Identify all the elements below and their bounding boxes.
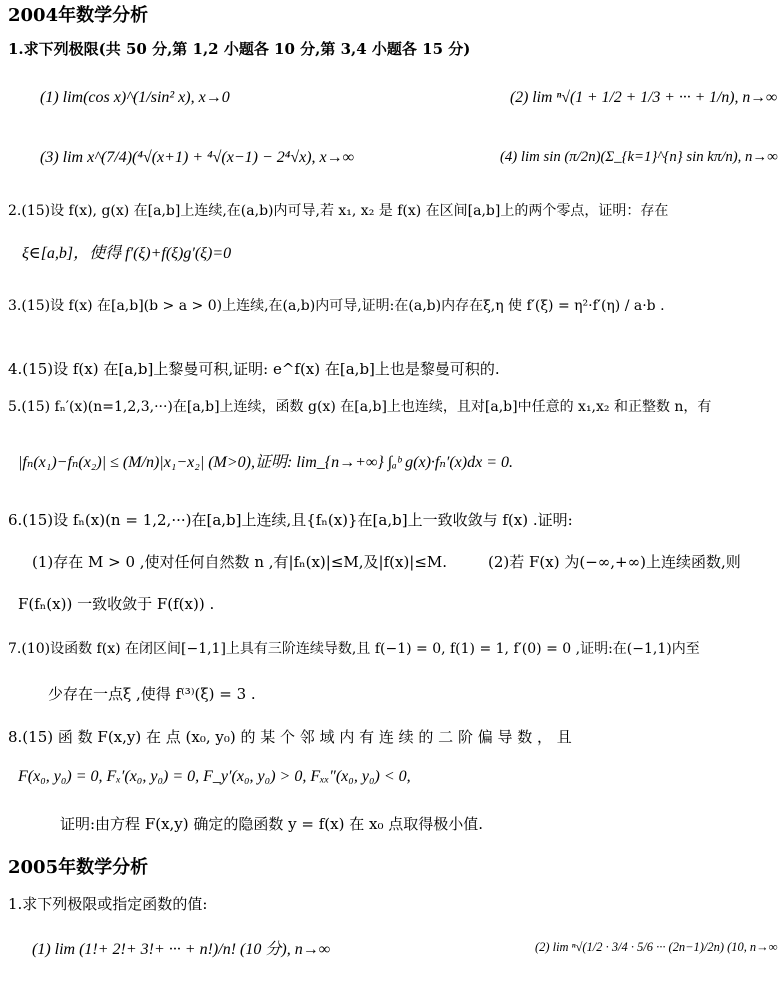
- q2-line1-2004: 2.(15)设 f(x), g(x) 在[a,b]上连续,在(a,b)内可导,若 x₁, x₂ 是 f(x) 在区间[a,b]上的两个零点，证明：存在: [8, 203, 669, 219]
- q1-intro-2004: 1.求下列极限(共 50 分,第 1,2 小题各 10 分,第 3,4 小题各 15 分): [8, 40, 471, 58]
- q6-line3-2004: F(fₙ(x)) 一致收敛于 F(f(x)) .: [18, 595, 215, 613]
- q5-line2-2004: |fₙ(x₁)−fₙ(x₂)| ≤ (M/n)|x₁−x₂| (M>0),证明: lim_{n→+∞} ∫ₐᵇ g(x)·fₙ′(x)dx = 0.: [18, 454, 513, 471]
- q1-part4-2004: (4) lim sin (π/2n)(Σ_{k=1}^{n} sin kπ/n), n→∞: [500, 149, 778, 165]
- q1-part3-2004: (3) lim x^(7/4)(⁴√(x+1) + ⁴√(x−1) − 2⁴√x), x→∞: [40, 149, 355, 166]
- q6-line2b-2004: (2)若 F(x) 为(−∞,+∞)上连续函数,则: [488, 553, 741, 571]
- q1-part2-2004: (2) lim ⁿ√(1 + 1/2 + 1/3 + ··· + 1/n), n→∞: [510, 89, 778, 106]
- q6-line2a-2004: (1)存在 M > 0 ,使对任何自然数 n ,有|fₙ(x)|≤M,及|f(x)|≤M.: [32, 553, 448, 571]
- q5-line1-2004: 5.(15) fₙ′(x)(n=1,2,3,···)在[a,b]上连续，函数 g(x) 在[a,b]上也连续，且对[a,b]中任意的 x₁,x₂ 和正整数 n，有: [8, 399, 712, 415]
- q7-line2-2004: 少存在一点ξ ,使得 f⁽³⁾(ξ) = 3 .: [48, 685, 256, 703]
- section-title-2005: 2005年数学分析: [8, 857, 149, 878]
- q1-part2-2005: (2) lim ⁿ√(1/2 · 3/4 · 5/6 ··· (2n−1)/2n) (10, n→∞: [535, 940, 778, 954]
- section-title-2004: 2004年数学分析: [8, 5, 149, 26]
- q1-part1-2004: (1) lim(cos x)^(1/sin² x), x→0: [40, 89, 230, 106]
- q4-2004: 4.(15)设 f(x) 在[a,b]上黎曼可积,证明: e^f(x) 在[a,b]上也是黎曼可积的.: [8, 360, 500, 378]
- q1-part1-2005: (1) lim (1!+ 2!+ 3!+ ··· + n!)/n! (10 分), n→∞: [32, 941, 331, 958]
- q6-line1-2004: 6.(15)设 fₙ(x)(n = 1,2,···)在[a,b]上连续,且{fₙ(x)}在[a,b]上一致收敛与 f(x) .证明:: [8, 511, 573, 529]
- q8-line2-2004: F(x₀, y₀) = 0, Fₓ′(x₀, y₀) = 0, F_y′(x₀, y₀) > 0, Fₓₓ″(x₀, y₀) < 0,: [18, 768, 411, 785]
- q2-line2-2004: ξ∈[a,b]，使得 f′(ξ)+f(ξ)g′(ξ)=0: [22, 245, 232, 262]
- q8-line3-2004: 证明:由方程 F(x,y) 确定的隐函数 y = f(x) 在 x₀ 点取得极小值.: [60, 815, 484, 833]
- q7-line1-2004: 7.(10)设函数 f(x) 在闭区间[−1,1]上具有三阶连续导数,且 f(−1) = 0, f(1) = 1, f′(0) = 0 ,证明:在(−1,1)内至: [8, 641, 700, 657]
- q8-line1-2004: 8.(15) 函 数 F(x,y) 在 点 (x₀, y₀) 的 某 个 邻 域 内 有 连 续 的 二 阶 偏 导 数 ， 且: [8, 728, 572, 746]
- q1-intro-2005: 1.求下列极限或指定函数的值:: [8, 895, 208, 913]
- q3-2004: 3.(15)设 f(x) 在[a,b](b > a > 0)上连续,在(a,b)内可导,证明:在(a,b)内存在ξ,η 使 f′(ξ) = η²·f′(η) / a·b .: [8, 298, 665, 314]
